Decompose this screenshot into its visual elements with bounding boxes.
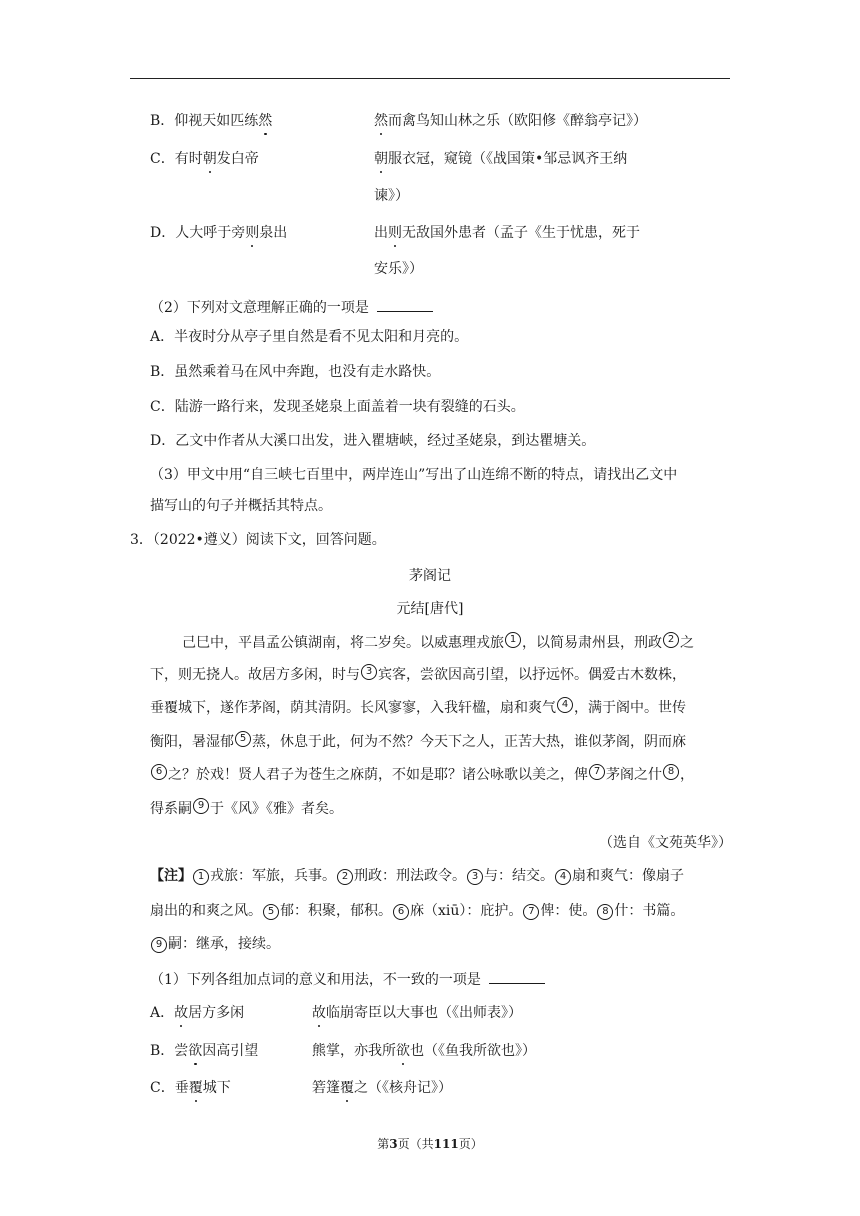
question-3-header: 3．（2022•遵义）阅读下文，回答问题。 (130, 532, 386, 548)
option-d-left: D．人大呼于旁则泉出 (150, 225, 288, 241)
circled-number: 3 (467, 869, 483, 885)
q2-option-d: D．乙文中作者从大溪口出发，进入瞿塘峡，经过圣姥泉，到达瞿塘关。 (150, 433, 596, 449)
circled-number: 9 (193, 798, 209, 814)
option-c-right: 朝服衣冠，窥镜（《战国策•邹忌讽齐王纳 (374, 151, 628, 167)
circled-number: 5 (263, 904, 279, 920)
q2-option-b: B．虽然乘着马在风中奔跑，也没有走水路快。 (150, 364, 441, 380)
emphasized-char: 故 (312, 1005, 326, 1021)
passage-line-2: 下，则无挠人。故居方多闲，时与 3 宾客，尝欲因高引望，以抒远怀。偶爱古木数株， (150, 666, 686, 683)
q3-stem-line1: （3）甲文中用“自三峡七百里中，两岸连山”写出了山连绵不断的特点，请找出乙文中 (150, 467, 678, 483)
sub1-option-a-right: 故临崩寄臣以大事也（《出师表》） (312, 1005, 522, 1021)
circled-number: 2 (337, 869, 353, 885)
passage-source: （选自《文苑英华》） (599, 835, 732, 851)
notes-line-1: 【注】 1 戎旅：军旅，兵事。 2 刑政：刑法政令。 3 与：结交。 4 扇和爽气：像扇子 (150, 868, 684, 884)
passage-line-5: 6 之？於戏！贤人君子为苍生之庥荫，不如是耶？诸公咏歌以美之，俾 7 茅阁之什 8 ， (150, 765, 694, 785)
option-b-right: 然而禽鸟知山林之乐（欧阳修《醉翁亭记》） (374, 113, 647, 129)
passage-title: 茅阁记 (409, 568, 451, 584)
passage-line-6: 得系嗣 9 于《风》《雅》者矣。 (150, 800, 343, 817)
emphasized-char: 欲 (188, 1043, 203, 1059)
passage-line-3: 垂覆城下，遂作茅阁，荫其清阴。长风寥寥，入我轩楹，扇和爽气 4 ，满于阁中。世传 (150, 699, 686, 716)
question-2-stem: （2）下列对文意理解正确的一项是 (150, 297, 433, 318)
circled-number: 2 (663, 632, 679, 648)
passage-line-1: 己巳中，平昌孟公镇湖南，将二岁矣。以威惠理戎旅 1 ，以简易肃州县，刑政 2 之 (182, 634, 694, 651)
emphasized-char: 覆 (188, 1080, 203, 1096)
sub1-option-b-right: 熊掌，亦我所欲也（《鱼我所欲也》） (312, 1043, 536, 1059)
emphasized-char: 欲 (396, 1043, 410, 1059)
q2-option-a: A．半夜时分从亭子里自然是看不见太阳和月亮的。 (150, 329, 469, 345)
circled-number: 7 (589, 764, 605, 780)
circled-number: 8 (663, 764, 679, 780)
sub1-option-b-left: B．尝欲因高引望 (150, 1043, 259, 1059)
circled-number: 6 (393, 904, 409, 920)
emphasized-char: 朝 (374, 151, 388, 167)
emphasized-char: 则 (388, 225, 402, 241)
emphasized-char: 覆 (340, 1080, 354, 1096)
circled-number: 9 (151, 937, 167, 953)
option-d-right: 出则无敌国外患者（孟子《生于忧患，死于 (374, 225, 640, 241)
option-c-right-cont: 谏》） (374, 188, 409, 204)
passage-line-4: 衡阳，暑湿郁 5 蒸，休息于此，何为不然？今天下之人，正苦大热，谁似茅阁，阴而庥 (150, 733, 686, 750)
sub1-option-a-left: A．故居方多闲 (150, 1005, 245, 1021)
option-d-right-cont: 安乐》） (374, 261, 423, 277)
q2-option-c: C．陆游一路行来，发现圣姥泉上面盖着一块有裂缝的石头。 (150, 399, 525, 415)
emphasized-char: 则 (245, 225, 260, 241)
option-c-left: C．有时朝发白帝 (150, 151, 259, 167)
circled-number: 3 (361, 664, 377, 680)
circled-number: 8 (597, 904, 613, 920)
answer-blank-2[interactable] (489, 969, 545, 984)
page-footer: 第3页（共111页） (377, 1137, 483, 1151)
circled-number: 1 (505, 632, 521, 648)
option-b-left: B．仰视天如匹练然 (150, 113, 273, 129)
circled-number: 6 (151, 764, 167, 780)
sub1-option-c-left: C．垂覆城下 (150, 1080, 231, 1096)
sub1-option-c-right: 箬篷覆之（《核舟记》） (312, 1080, 452, 1096)
emphasized-char: 故 (174, 1005, 189, 1021)
notes-line-2: 扇出的和爽之风。 5 郁：积聚，郁积。 6 庥（xiū）：庇护。 7 俾：使。 8 什：书篇。 (150, 903, 685, 919)
page-number: 3 (389, 1137, 398, 1151)
sub1-stem: （1）下列各组加点词的意义和用法，不一致的一项是 (150, 969, 545, 990)
emphasized-char: 然 (374, 113, 388, 129)
q3-stem-line2: 描写山的句子并概括其特点。 (150, 498, 332, 514)
emphasized-char: 朝 (202, 151, 217, 167)
circled-number: 7 (523, 904, 539, 920)
notes-line-3: 9 嗣：继承，接续。 (150, 934, 280, 954)
circled-number: 4 (555, 869, 571, 885)
circled-number: 4 (557, 697, 573, 713)
passage-author: 元结[唐代] (396, 601, 464, 617)
circled-number: 5 (235, 731, 251, 747)
answer-blank[interactable] (377, 297, 433, 312)
circled-number: 1 (193, 869, 209, 885)
header-rule (130, 78, 730, 79)
page-total: 111 (433, 1137, 459, 1151)
emphasized-char: 然 (258, 113, 273, 129)
